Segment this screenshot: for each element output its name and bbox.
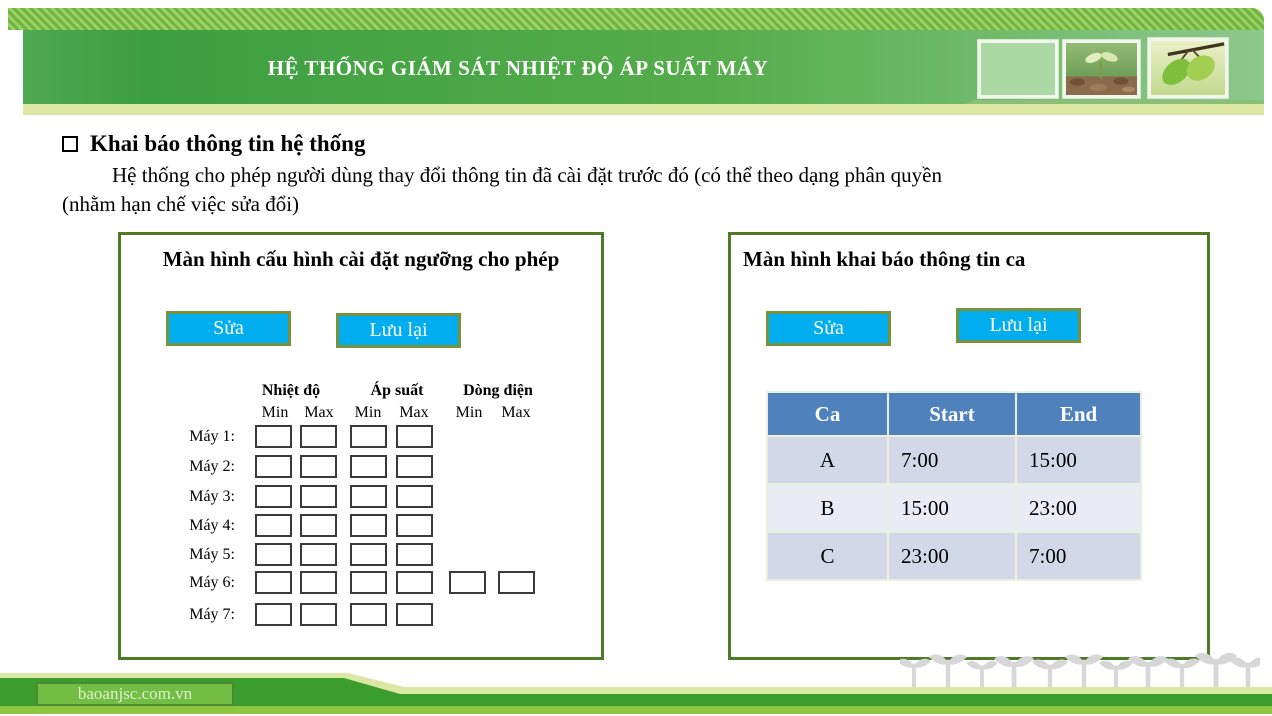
section-body-line2: (nhằm hạn chế việc sửa đổi) — [62, 192, 300, 216]
machine-row — [121, 603, 601, 627]
input-box-temp-min[interactable] — [255, 571, 292, 594]
input-box-current-max[interactable] — [498, 571, 535, 594]
cell-shift-name: A — [767, 436, 888, 484]
input-box-pressure-max[interactable] — [396, 425, 433, 448]
section-heading — [62, 131, 365, 157]
input-box-pressure-min[interactable] — [350, 455, 387, 478]
input-box-pressure-max[interactable] — [396, 571, 433, 594]
edit-button[interactable]: Sửa — [766, 311, 891, 346]
table-row — [767, 484, 1141, 532]
shift-info-panel — [728, 232, 1210, 660]
min-header: Min — [354, 404, 382, 421]
column-group-temperature: Nhiệt độ — [261, 382, 321, 399]
input-box-temp-max[interactable] — [300, 425, 337, 448]
input-box-pressure-min[interactable] — [350, 543, 387, 566]
machine-row — [121, 455, 601, 479]
shift-panel-title: Màn hình khai báo thông tin ca — [743, 247, 1026, 271]
column-group-current: Dòng điện — [463, 382, 533, 399]
machine-row — [121, 514, 601, 538]
website-label: baoanjsc.com.vn — [36, 682, 234, 706]
input-box-temp-max[interactable] — [300, 485, 337, 508]
cell-shift-start: 23:00 — [888, 532, 1016, 580]
input-box-temp-max[interactable] — [300, 571, 337, 594]
input-box-pressure-min[interactable] — [350, 571, 387, 594]
thumbnail-seedling-photo — [1063, 40, 1140, 98]
input-box-temp-min[interactable] — [255, 485, 292, 508]
cell-shift-end: 7:00 — [1016, 532, 1141, 580]
input-box-pressure-max[interactable] — [396, 543, 433, 566]
cell-shift-end: 23:00 — [1016, 484, 1141, 532]
checkbox-bullet-icon — [62, 136, 78, 152]
cell-shift-name: C — [767, 532, 888, 580]
input-box-temp-max[interactable] — [300, 455, 337, 478]
input-box-temp-min[interactable] — [255, 514, 292, 537]
cell-shift-end: 15:00 — [1016, 436, 1141, 484]
col-header-start: Start — [888, 392, 1016, 436]
input-box-temp-max[interactable] — [300, 603, 337, 626]
leaves-illustration — [1151, 41, 1225, 95]
save-button[interactable]: Lưu lại — [336, 313, 461, 348]
input-box-pressure-min[interactable] — [350, 514, 387, 537]
machine-row-label: Máy 5: — [189, 546, 235, 563]
input-box-temp-min[interactable] — [255, 603, 292, 626]
threshold-config-panel — [118, 232, 604, 660]
table-row — [767, 532, 1141, 580]
input-box-temp-min[interactable] — [255, 543, 292, 566]
seedling-illustration — [1066, 43, 1137, 95]
machine-row — [121, 543, 601, 567]
input-box-pressure-max[interactable] — [396, 485, 433, 508]
cell-shift-start: 15:00 — [888, 484, 1016, 532]
table-row — [767, 436, 1141, 484]
shift-table-header-row — [767, 392, 1141, 436]
shift-table — [766, 391, 1142, 581]
machine-row-label: Máy 7: — [189, 606, 235, 623]
machine-row-label: Máy 6: — [189, 574, 235, 591]
input-box-pressure-min[interactable] — [350, 485, 387, 508]
section-heading-text: Khai báo thông tin hệ thống — [90, 131, 366, 156]
cell-shift-name: B — [767, 484, 888, 532]
col-header-ca: Ca — [767, 392, 888, 436]
thumbnail-leaves-photo — [1148, 38, 1228, 98]
max-header: Max — [304, 404, 334, 421]
header-underline — [23, 104, 1264, 115]
section-body-line1: Hệ thống cho phép người dùng thay đổi thông tin đã cài đặt trước đó (có thể theo dạng phân quyền — [112, 163, 942, 187]
input-box-current-min[interactable] — [449, 571, 486, 594]
slide-title: HỆ THỐNG GIÁM SÁT NHIỆT ĐỘ ÁP SUẤT MÁY — [267, 56, 769, 80]
threshold-panel-title: Màn hình cấu hình cài đặt ngưỡng cho phép — [162, 247, 560, 271]
input-box-temp-min[interactable] — [255, 425, 292, 448]
input-box-pressure-max[interactable] — [396, 514, 433, 537]
input-box-temp-max[interactable] — [300, 514, 337, 537]
max-header: Max — [399, 404, 429, 421]
machine-row — [121, 425, 601, 449]
input-box-pressure-min[interactable] — [350, 425, 387, 448]
column-group-pressure: Áp suất — [370, 382, 424, 399]
machine-row-label: Máy 4: — [189, 517, 235, 534]
footer-light-stripe — [0, 706, 1272, 714]
header-stripes-bar — [8, 8, 1264, 30]
input-box-pressure-max[interactable] — [396, 455, 433, 478]
input-box-pressure-max[interactable] — [396, 603, 433, 626]
cell-shift-start: 7:00 — [888, 436, 1016, 484]
machine-row — [121, 485, 601, 509]
machine-row-label: Máy 2: — [189, 458, 235, 475]
machine-row-label: Máy 1: — [189, 428, 235, 445]
footer-band — [0, 664, 1272, 716]
machine-row — [121, 571, 601, 595]
input-box-pressure-min[interactable] — [350, 603, 387, 626]
thumbnail-green-square — [978, 40, 1058, 98]
min-header: Min — [261, 404, 289, 421]
edit-button[interactable]: Sửa — [166, 311, 291, 346]
col-header-end: End — [1016, 392, 1141, 436]
max-header: Max — [501, 404, 531, 421]
input-box-temp-min[interactable] — [255, 455, 292, 478]
input-box-temp-max[interactable] — [300, 543, 337, 566]
save-button[interactable]: Lưu lại — [956, 308, 1081, 343]
min-header: Min — [455, 404, 483, 421]
machine-row-label: Máy 3: — [189, 488, 235, 505]
